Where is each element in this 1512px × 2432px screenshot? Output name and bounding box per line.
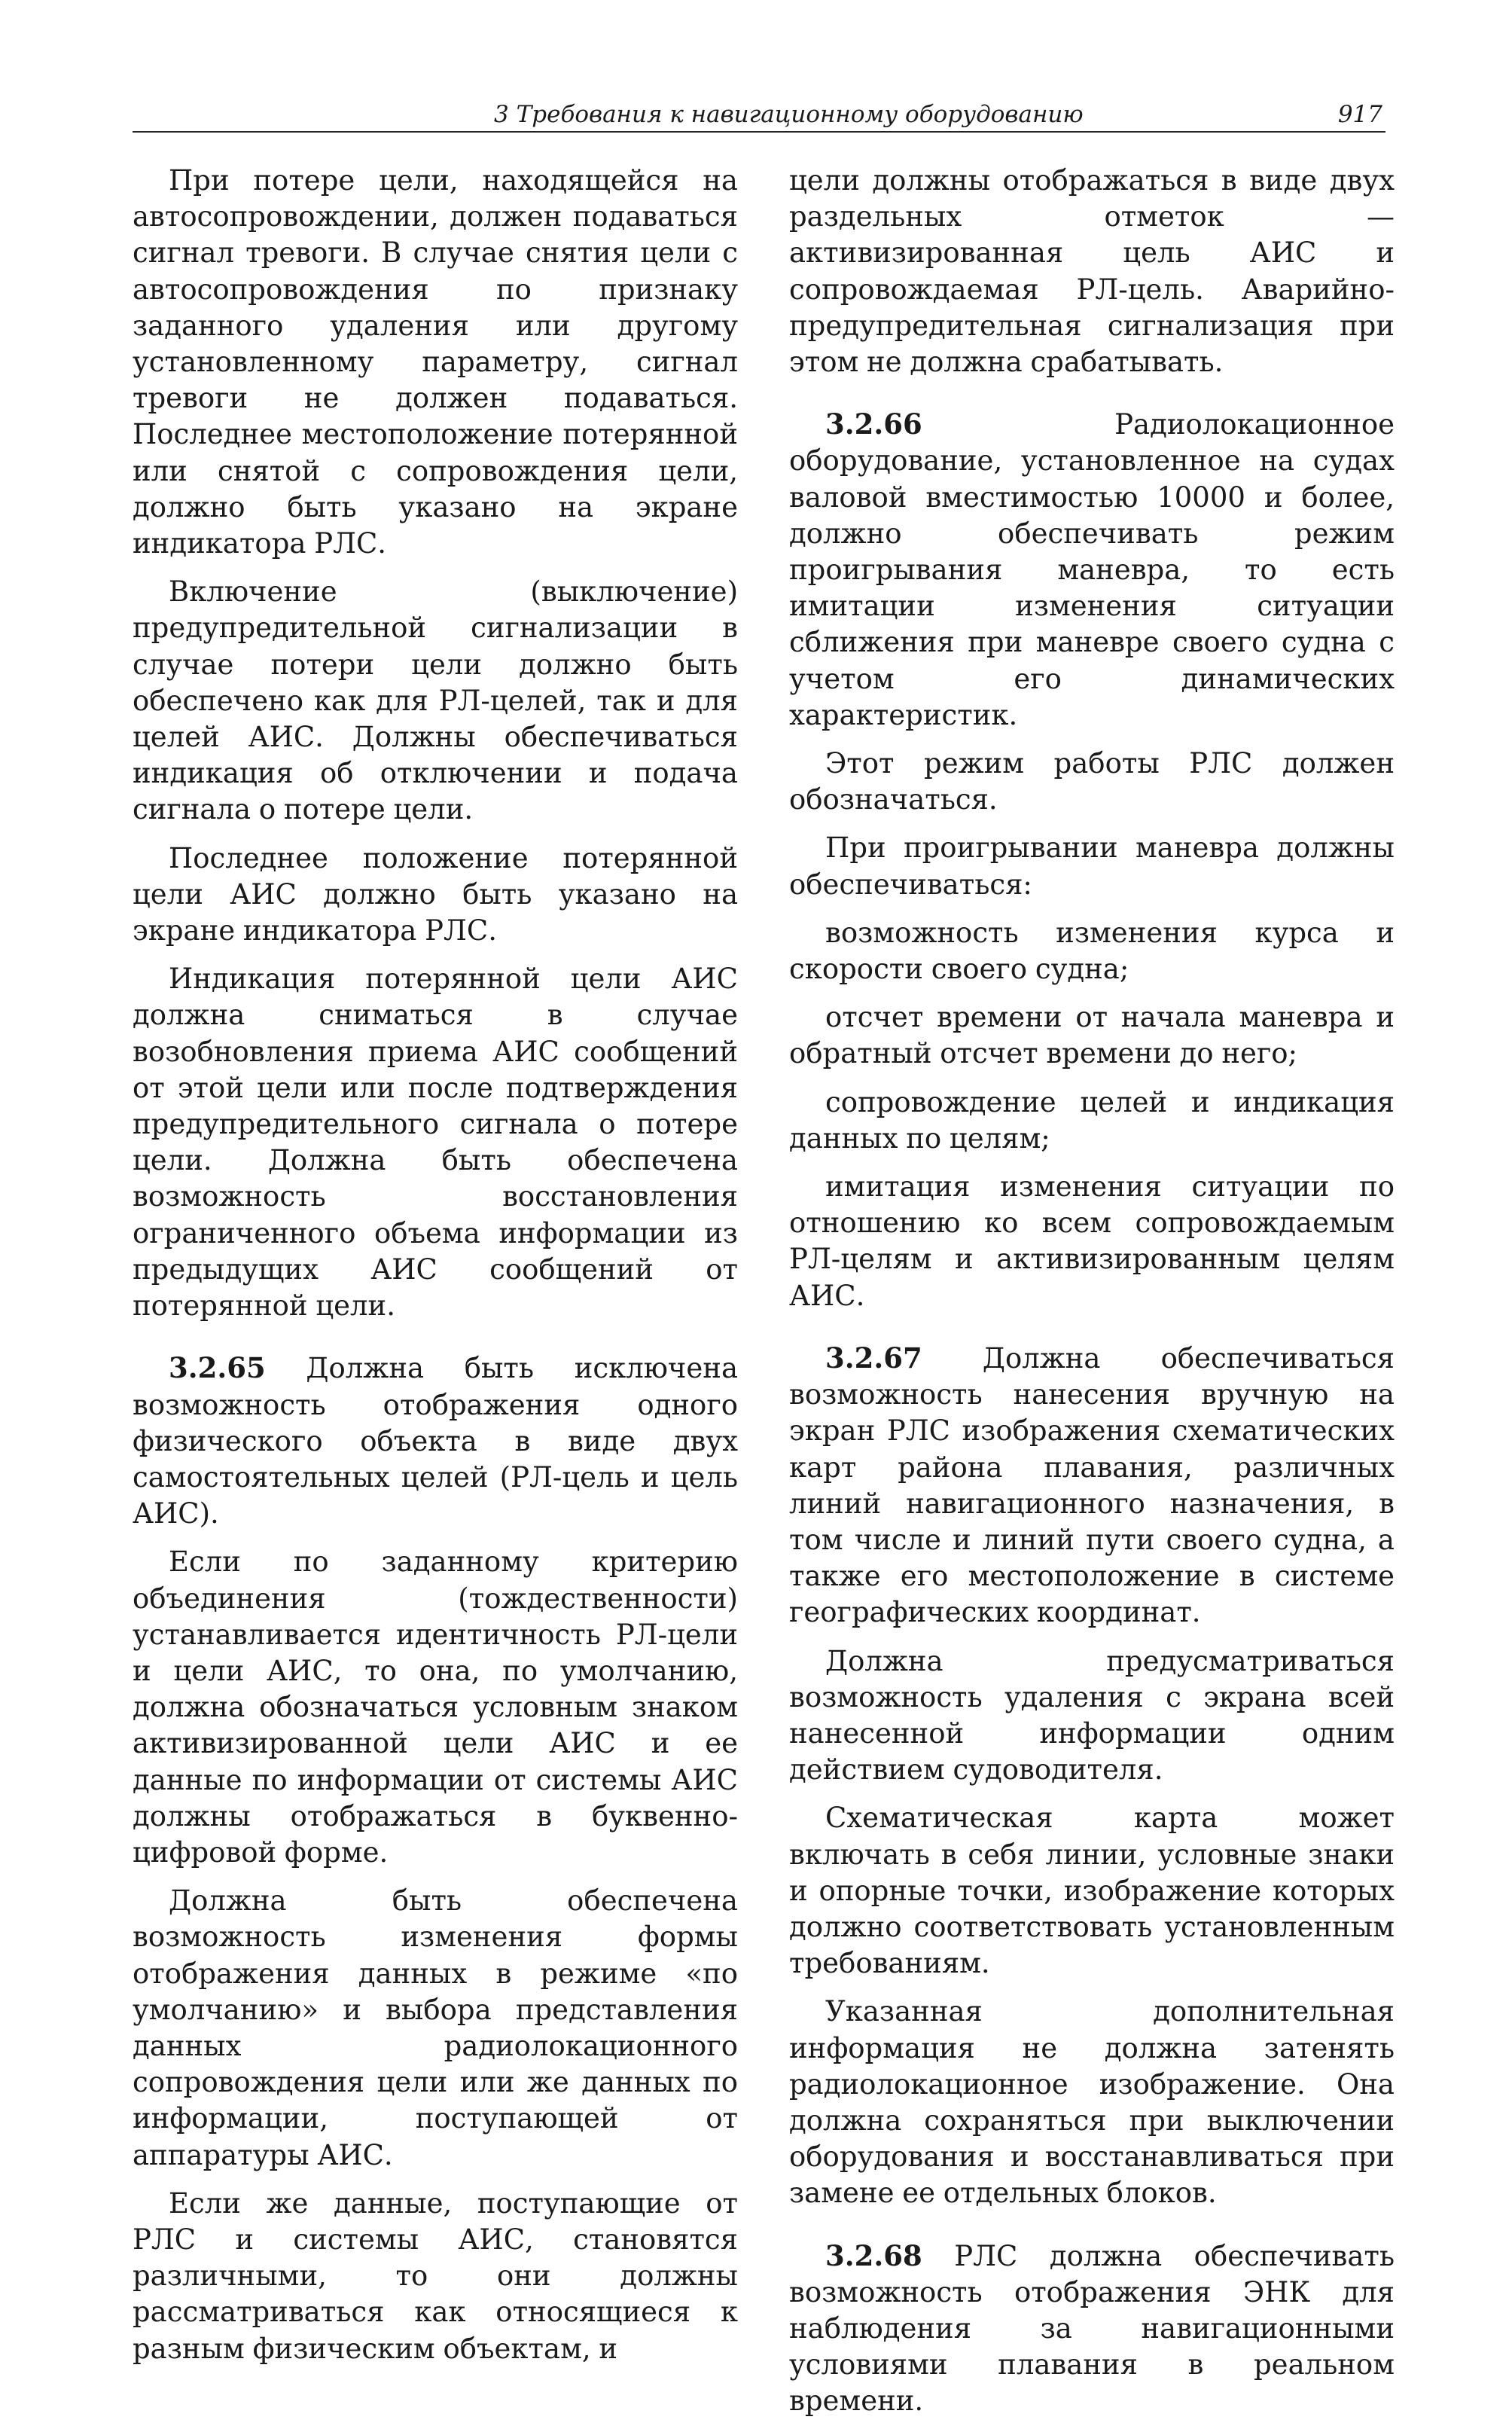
paragraph: Последнее положение потерянной цели АИС должно быть указано на экране индикатора РЛС. [133, 841, 738, 947]
section-number: 3.2.67 [825, 1341, 922, 1375]
section-text: Радиолокационное оборудование, установленное на судах валовой вместимостью 10000 и более, должно обеспечивать режим проигрывания маневра, то есть имитации изменения ситуации сближения при маневре своего судна с учетом его динамических характеристик. [789, 408, 1395, 731]
section-text: Должна быть исключена возможность отображения одного физического объекта в виде двух самостоятельных целей (РЛ-цель и цель АИС). [133, 1352, 739, 1530]
paragraph: Должна предусматриваться возможность удаления с экрана всей нанесенной информации одним действием судоводителя. [789, 1644, 1395, 1787]
header-title: 3 Требования к навигационному оборудованию [494, 101, 1084, 128]
paragraph: Если же данные, поступающие от РЛС и системы АИС, становятся различными, то они должны рассматриваться как относящиеся к разным физическим объектам, и [133, 2186, 738, 2365]
section-number: 3.2.68 [825, 2238, 922, 2272]
list-item: возможность изменения курса и скорости своего судна; [789, 916, 1395, 986]
list-item: отсчет времени от начала маневра и обратный отсчет времени до него; [789, 1001, 1395, 1070]
paragraph: Если по заданному критерию объединения (тождественности) устанавливается идентичность РЛ-цели и цели АИС, то она, по умолчанию, должна обозначаться условным знаком активизированной цели АИС и ее данные по информации от системы АИС должны отображаться в буквенно-цифровой форме. [133, 1546, 738, 1869]
section-number: 3.2.65 [169, 1351, 266, 1385]
paragraph-continued: цели должны отображаться в виде двух раздельных отметок — активизированная цель АИС и сопровождаемая РЛ-цель. Аварийно-предупредительная сигнализация при этом не должна срабатывать. [789, 164, 1395, 379]
right-column [789, 163, 1395, 2432]
paragraph: При потере цели, находящейся на автосопровождении, должен подаваться сигнал тревоги. В случае снятия цели с автосопровождения по признаку заданного удаления или другому установленному параметру, сигнал тревоги не должен подаваться. Последнее местоположение потерянной или снятой с сопровождения цели, должно быть указано на экране индикатора РЛС. [133, 164, 738, 560]
paragraph: Должна быть обеспечена возможность изменения формы отображения данных в режиме «по умолчанию» и выбора представления данных радиолокационного сопровождения цели или же данных по информации, поступающей от аппаратуры АИС. [133, 1884, 738, 2171]
page-number: 917 [1337, 101, 1382, 128]
left-column [133, 163, 738, 2379]
section-number: 3.2.66 [825, 407, 922, 441]
section-3-2-65 [133, 1350, 738, 1532]
list-item: имитация изменения ситуации по отношению ко всем сопровождаемым РЛ-целям и активизированным целям АИС. [789, 1170, 1395, 1312]
list-item: сопровождение целей и индикация данных по целям; [789, 1085, 1395, 1155]
section-3-2-66 [789, 406, 1395, 734]
running-header [133, 98, 1385, 133]
paragraph: При проигрывании маневра должны обеспечиваться: [789, 832, 1395, 901]
section-text: Должна обеспечиваться возможность нанесения вручную на экран РЛС изображения схематических карт района плавания, различных линий навигационного назначения, в том числе и линий пути своего судна, а также его местоположение в системе географических координат. [789, 1341, 1395, 1629]
paragraph: Указанная дополнительная информация не должна затенять радиолокационное изображение. Она должна сохраняться при выключении оборудования и восстанавливаться при замене ее отдельных блоков. [789, 1995, 1395, 2210]
paragraph: Этот режим работы РЛС должен обозначаться. [789, 747, 1395, 816]
paragraph: Включение (выключение) предупредительной сигнализации в случае потери цели должно быть обеспечено как для РЛ-целей, так и для целей АИС. Должны обеспечиваться индикация об отключении и подача сигнала о потере цели. [133, 575, 738, 826]
section-3-2-68 [789, 2238, 1395, 2420]
section-text: РЛС должна обеспечивать возможность отображения ЭНК для наблюдения за навигационными условиями плавания в реальном времени. [789, 2239, 1395, 2418]
section-3-2-67 [789, 1340, 1395, 1631]
paragraph: Схематическая карта может включать в себя линии, условные знаки и опорные точки, изображение которых должно соответствовать установленным требованиям. [789, 1802, 1395, 1980]
paragraph: Индикация потерянной цели АИС должна сниматься в случае возобновления приема АИС сообщений от этой цели или после подтверждения предупредительного сигнала о потере цели. Должна быть обеспечена возможность восстановления ограниченного объема информации из предыдущих АИС сообщений от потерянной цели. [133, 963, 738, 1323]
